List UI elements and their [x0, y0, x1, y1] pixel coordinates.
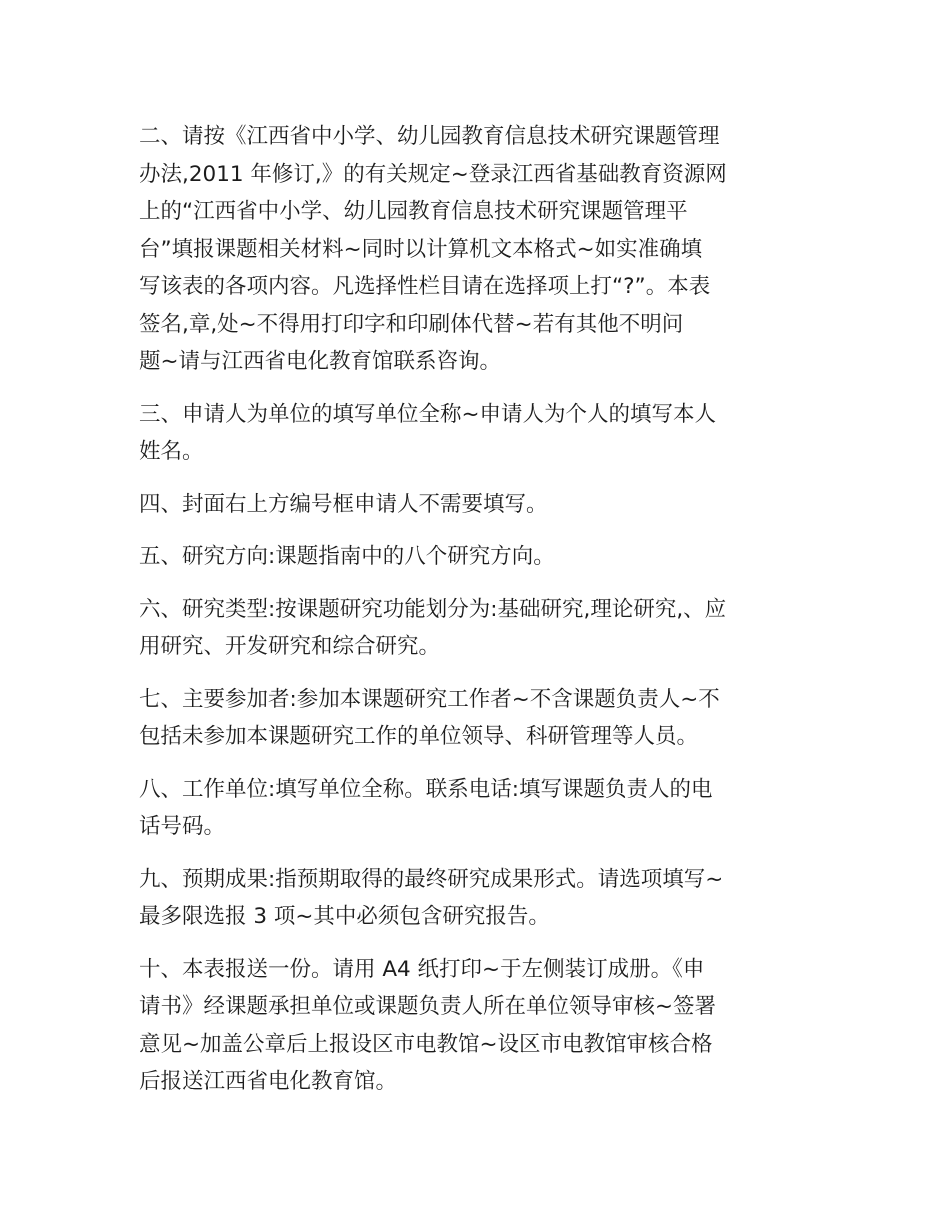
- paragraph-line: 五、研究方向:课题指南中的八个研究方向。: [139, 544, 555, 569]
- paragraph-line: 二、请按《江西省中小学、幼儿园教育信息技术研究课题管理: [139, 124, 720, 149]
- paragraph-item-9: [139, 861, 819, 936]
- paragraph-item-8: [139, 771, 819, 846]
- paragraph-line: 八、工作单位:填写单位全称。联系电话:填写课题负责人的电: [139, 776, 713, 802]
- paragraph-line: 上的“江西省中小学、幼儿园教育信息技术研究课题管理平: [139, 199, 688, 224]
- paragraph-item-2: [139, 118, 819, 381]
- paragraph-line: 九、预期成果:指预期取得的最终研究成果形式。请选项填写~: [139, 866, 724, 892]
- paragraph-item-5: [139, 538, 819, 576]
- paragraph-line: 最多限选报 3 项~其中必须包含研究报告。: [139, 904, 550, 929]
- paragraph-item-3: [139, 396, 819, 471]
- document-body: [139, 118, 819, 1116]
- paragraph-line: 姓名。: [139, 439, 204, 464]
- paragraph-item-10: [139, 951, 819, 1101]
- paragraph-line: 七、主要参加者:参加本课题研究工作者~不含课题负责人~不: [139, 686, 720, 712]
- paragraph-item-7: [139, 681, 819, 756]
- paragraph-line: 写该表的各项内容。凡选择性栏目请在选择项上打“?”。本表: [139, 274, 711, 299]
- paragraph-line: 三、申请人为单位的填写单位全称~申请人为个人的填写本人: [139, 401, 717, 427]
- paragraph-line: 台”填报课题相关材料~同时以计算机文本格式~如实准确填: [139, 236, 703, 262]
- paragraph-line: 请书》经课题承担单位或课题负责人所在单位领导审核~签署: [139, 994, 717, 1019]
- paragraph-line: 话号码。: [139, 814, 226, 839]
- paragraph-line: 后报送江西省电化教育馆。: [139, 1069, 398, 1094]
- paragraph-line: 办法,2011 年修订,》的有关规定~登录江西省基础教育资源网: [139, 161, 727, 187]
- paragraph-item-6: [139, 591, 819, 666]
- paragraph-line: 四、封面右上方编号框申请人不需要填写。: [139, 491, 548, 517]
- paragraph-line: 签名,章,处~不得用打印字和印刷体代替~若有其他不明问: [139, 311, 684, 337]
- paragraph-line: 十、本表报送一份。请用 A4 纸打印~于左侧装订成册。《申: [139, 956, 705, 982]
- paragraph-line: 用研究、开发研究和综合研究。: [139, 634, 441, 659]
- paragraph-line: 包括未参加本课题研究工作的单位领导、科研管理等人员。: [139, 724, 699, 749]
- paragraph-item-4: [139, 486, 819, 524]
- paragraph-line: 意见~加盖公章后上报设区市电教馆~设区市电教馆审核合格: [139, 1031, 713, 1057]
- paragraph-line: 六、研究类型:按课题研究功能划分为:基础研究,理论研究,、应: [139, 596, 727, 622]
- paragraph-line: 题~请与江西省电化教育馆联系咨询。: [139, 349, 502, 374]
